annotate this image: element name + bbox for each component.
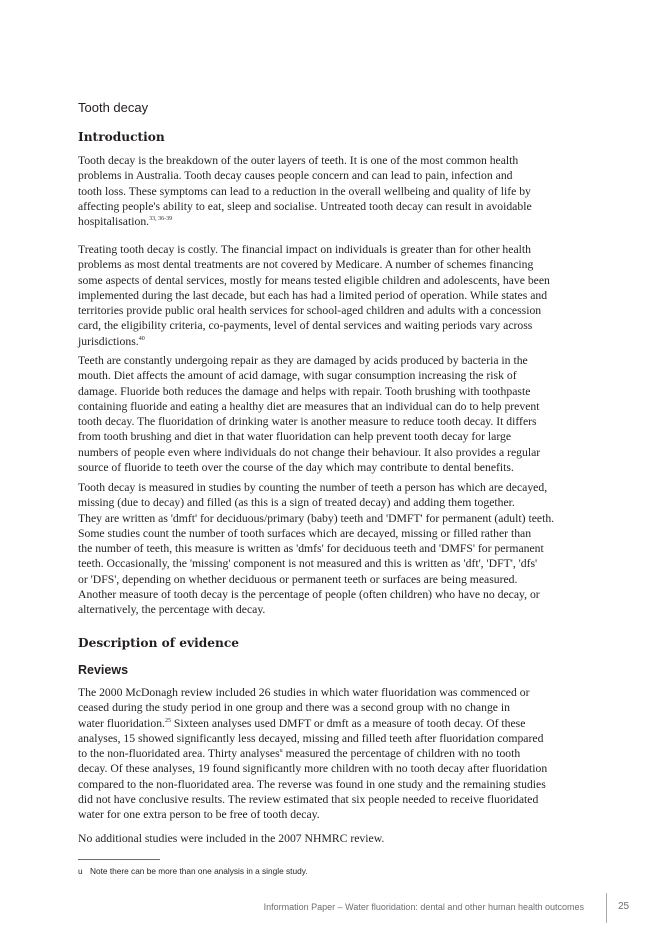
reviews-paragraph-1 [78,685,618,823]
text-line: missing (due to decay) and filled (as this is a sign of treated decay) and adding them together. [78,496,515,510]
footnote-text: Note there can be more than one analysis in a single study. [90,866,308,876]
text-line: ceased during the study period in one group and there was a second group with no change in [78,701,510,715]
text-line: No additional studies were included in the 2007 NHMRC review. [78,832,385,845]
text-line [78,746,618,761]
footnote-ref: u [279,748,283,755]
text-line: tooth loss. These symptoms can lead to a reduction in the overall wellbeing and quality of life by [78,184,531,198]
text-line [78,334,618,349]
text-fragment: jurisdictions. [78,334,139,348]
citation-ref: 25 [164,717,171,724]
text-line: affecting people's ability to eat, sleep and socialise. Untreated tooth decay can result in avoidable [78,199,532,213]
reviews-paragraph-2 [78,831,618,846]
text-line: mouth. Diet affects the amount of acid damage, with sugar consumption increasing the risk of [78,369,517,383]
text-line: Some studies count the number of tooth surfaces which are decayed, missing or filled rather than [78,526,532,540]
text-line: The 2000 McDonagh review included 26 studies in which water fluoridation was commenced or [78,686,530,699]
section-heading: Tooth decay [78,100,149,115]
text-line: numbers of people even where individuals do not change their behaviour. It also provides a regular [78,445,541,459]
footnote-divider [78,859,160,860]
page-number: 25 [618,901,630,912]
text-line: containing fluoride and eating a healthy diet are measures that an individual can do to help prevent [78,399,540,413]
footnote-mark: u [78,866,83,876]
reviews-heading: Reviews [78,663,129,677]
text-line: card, the eligibility criteria, co-payments, level of dental services and waiting periods vary across [78,319,533,333]
introduction-heading: Introduction [78,130,165,144]
text-line: Teeth are constantly undergoing repair as they are damaged by acids produced by bacteria in the [78,354,528,367]
text-line: the number of teeth, this measure is written as 'dmfs' for deciduous teeth and 'DMFS' for permanent [78,542,544,556]
intro-paragraph-3 [78,353,618,475]
intro-paragraph-2 [78,242,618,349]
text-line: Another measure of tooth decay is the percentage of people (often children) who have no decay, or [78,588,540,602]
text-line: Tooth decay is measured in studies by counting the number of teeth a person has which are decayed, [78,481,548,494]
text-line: did not have conclusive results. The review estimated that six people needed to receive fluoridated [78,793,539,807]
citation-ref: 40 [138,335,145,342]
text-line: damage. Fluoride both reduces the damage and helps with repair. Tooth brushing with toothpaste [78,384,531,398]
text-line: tooth decay. The fluoridation of drinking water is another measure to reduce tooth decay. It differs [78,415,537,429]
footnote [78,866,308,876]
footer-title: Information Paper – Water fluoridation: dental and other human health outcomes [263,902,584,912]
text-fragment: Sixteen analyses used DMFT or dmft as a measure of tooth decay. Of these [170,716,526,730]
text-fragment: hospitalisation. [78,215,150,229]
text-line [78,716,618,731]
text-line: alternatively, the percentage with decay. [78,603,266,617]
citation-ref: 33, 36-39 [149,216,173,223]
text-line: problems in Australia. Tooth decay causes people concern and can lead to pain, infection and [78,169,513,183]
intro-paragraph-4 [78,480,618,618]
intro-paragraph-1 [78,153,618,229]
text-fragment: to the non-fluoridated area. Thirty analyses [78,747,280,761]
text-line: analyses, 15 showed significantly less decayed, missing and filled teeth after fluoridation compared [78,731,544,745]
text-line: source of fluoride to teeth over the course of the day which may contribute to dental benefits. [78,461,514,475]
text-line: They are written as 'dmft' for deciduous/primary (baby) teeth and 'DMFT' for permanent (adult) teeth. [78,511,555,525]
text-line: implemented during the last decade, but each has had a limited period of operation. While states and [78,288,548,302]
text-line: some aspects of dental services, mostly for means tested eligible children and adolescents, have been [78,273,550,287]
text-line: decay. Of these analyses, 19 found significantly more children with no tooth decay after fluoridation [78,762,548,776]
text-line: problems as most dental treatments are not covered by Medicare. A number of schemes financing [78,258,534,272]
text-fragment: measured the percentage of children with no tooth [282,747,521,761]
text-line [78,214,618,229]
text-line: territories provide public oral health services for school-aged children and adults with a concession [78,304,542,318]
text-line: water for one extra person to be free of tooth decay. [78,808,320,822]
text-fragment: water fluoridation. [78,716,165,730]
text-line: Tooth decay is the breakdown of the outer layers of teeth. It is one of the most common health [78,154,519,167]
text-line: or 'DFS', depending on whether deciduous or permanent teeth or surfaces are being measured. [78,572,518,586]
text-line: from tooth brushing and diet in that water fluoridation can help prevent tooth decay for large [78,430,512,444]
text-line: teeth. Occasionally, the 'missing' component is not measured and this is written as 'dft', 'DFT', 'dfs' [78,557,538,571]
evidence-heading: Description of evidence [78,636,240,650]
footer-divider [606,893,607,923]
text-line: Treating tooth decay is costly. The financial impact on individuals is greater than for other health [78,243,531,256]
text-line: compared to the non-fluoridated area. The reverse was found in one study and the remaining studies [78,777,546,791]
